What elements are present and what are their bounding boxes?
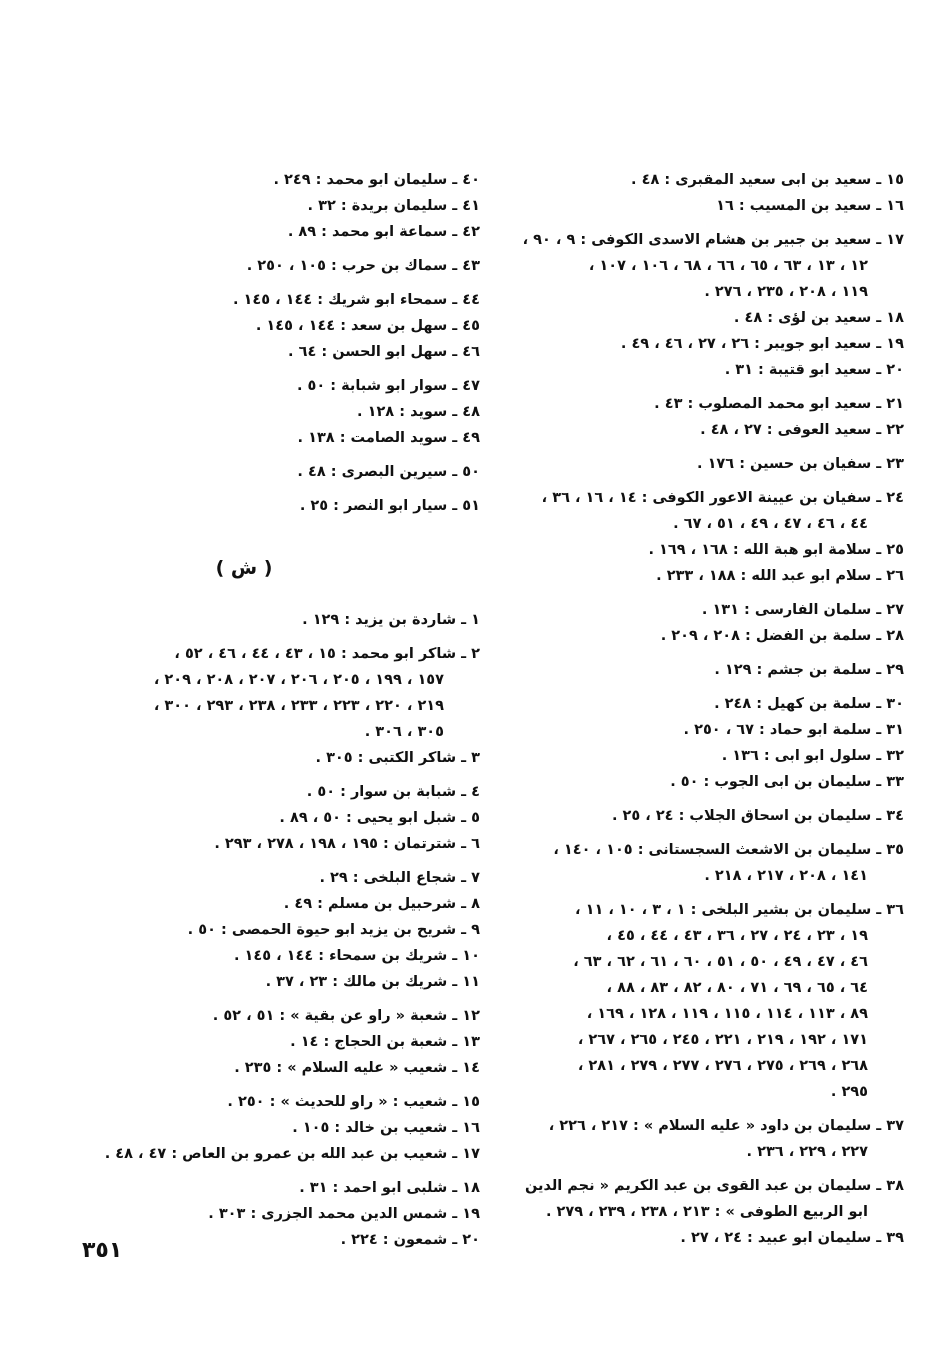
entry-line: ٨ ـ شرحبيل بن مسلم : ٤٩ .: [283, 896, 480, 912]
index-entry: [528, 743, 904, 769]
left-column-top-entries: [88, 167, 480, 519]
entry-line: ٥٠ ـ سيرين البصرى : ٤٨ .: [297, 464, 480, 480]
entry-continuation-line: ١١٩ ، ٢٠٨ ، ٢٣٥ ، ٢٧٦ .: [704, 284, 868, 300]
index-entry: [88, 1201, 480, 1227]
entry-line: ٢٨ ـ سلمة بن الفضل : ٢٠٨ ، ٢٠٩ .: [660, 628, 904, 644]
index-entry: [528, 717, 904, 743]
entry-line: ٩ ـ شريح بن يزيد ابو حيوة الحمصى : ٥٠ .: [187, 922, 480, 938]
index-entry: [88, 193, 480, 219]
spacer: [88, 633, 480, 641]
index-entry: [88, 943, 480, 969]
index-entry: [528, 803, 904, 829]
entry-line: ٢ ـ شاكر ابو محمد : ١٥ ، ٤٣ ، ٤٤ ، ٤٦ ، ٥٢ ،: [174, 646, 480, 662]
entry-line: ٤ ـ شبابة بن سوار : ٥٠ .: [306, 784, 480, 800]
index-entry: [88, 339, 480, 365]
entry-line: ٢٢ ـ سعيد العوفى : ٢٧ ، ٤٨ .: [700, 422, 904, 438]
left-column: [88, 167, 480, 1253]
spacer: [528, 383, 904, 391]
entry-line: ٣٠ ـ سلمة بن كهيل : ٢٤٨ .: [714, 696, 904, 712]
entry-line: ١٧ ـ شعيب بن عبد الله بن عمرو بن العاص : ٤٧ ، ٤٨ .: [104, 1146, 480, 1162]
spacer: [88, 857, 480, 865]
entry-line: ١٧ ـ سعيد بن جبير بن هشام الاسدى الكوفى : ٩ ، ٩٠ ،: [522, 232, 904, 248]
entry-line: ٤٨ ـ سويد : ١٢٨ .: [357, 404, 480, 420]
spacer: [88, 1167, 480, 1175]
index-entry: [88, 1055, 480, 1081]
index-entry: [528, 305, 904, 331]
index-entry: [88, 425, 480, 451]
entry-continuation-line: ٦٤ ، ٦٥ ، ٦٩ ، ٧١ ، ٨٠ ، ٨٢ ، ٨٣ ، ٨٨ ،: [606, 980, 868, 996]
entry-line: ٤٣ ـ سماك بن حرب : ١٠٥ ، ٢٥٠ .: [246, 258, 480, 274]
index-entry: [88, 1115, 480, 1141]
index-entry: [528, 391, 904, 417]
entry-continuation-line: ١٤١ ، ٢٠٨ ، ٢١٧ ، ٢١٨ .: [704, 868, 868, 884]
entry-line: ٢٠ ـ سعيد ابو قتيبة : ٣١ .: [724, 362, 904, 378]
index-entry: [528, 485, 904, 537]
entry-continuation-line: ١٥٧ ، ١٩٩ ، ٢٠٥ ، ٢٠٦ ، ٢٠٧ ، ٢٠٨ ، ٢٠٩ ،: [153, 672, 444, 688]
spacer: [88, 485, 480, 493]
spacer: [528, 477, 904, 485]
entry-line: ١٨ ـ سعيد بن لؤى : ٤٨ .: [733, 310, 904, 326]
entry-line: ١٦ ـ شعيب بن خالد : ١٠٥ .: [292, 1120, 480, 1136]
entry-line: ٤٧ ـ سوار ابو شبابة : ٥٠ .: [296, 378, 480, 394]
index-entry: [528, 537, 904, 563]
entry-line: ٥١ ـ سيار ابو النصر : ٢٥ .: [299, 498, 480, 514]
index-entry: [88, 399, 480, 425]
index-entry: [88, 459, 480, 485]
spacer: [88, 365, 480, 373]
spacer: [528, 649, 904, 657]
entry-line: ٣٣ ـ سليمان بن ابى الجوب : ٥٠ .: [670, 774, 904, 790]
index-entry: [88, 167, 480, 193]
entry-line: ٣٢ ـ سلول ابو ابى : ١٣٦ .: [721, 748, 904, 764]
entry-line: ١٤ ـ شعيب « عليه السلام » : ٢٣٥ .: [234, 1060, 480, 1076]
spacer: [88, 451, 480, 459]
index-entry: [528, 897, 904, 1105]
entry-line: ٢٠ ـ شمعون : ٢٢٤ .: [340, 1232, 480, 1248]
entry-line: ١٠ ـ شريك بن سمحاء : ١٤٤ ، ١٤٥ .: [233, 948, 480, 964]
entry-line: ٢٧ ـ سلمان الفارسى : ١٣١ .: [701, 602, 904, 618]
index-entry: [88, 1029, 480, 1055]
entry-line: ٤٤ ـ سمحاء ابو شريك : ١٤٤ ، ١٤٥ .: [232, 292, 480, 308]
spacer: [88, 279, 480, 287]
entry-line: ١٩ ـ شمس الدين محمد الجزرى : ٣٠٣ .: [208, 1206, 480, 1222]
index-entry: [88, 891, 480, 917]
entry-line: ٤٥ ـ سهل بن سعد : ١٤٤ ، ١٤٥ .: [255, 318, 480, 334]
page-number: ٣٥١: [82, 1238, 123, 1263]
entry-continuation-line: ٤٤ ، ٤٦ ، ٤٧ ، ٤٩ ، ٥١ ، ٦٧ .: [673, 516, 868, 532]
entry-line: ١٦ ـ سعيد بن المسيب : ١٦: [716, 198, 904, 214]
index-entry: [88, 779, 480, 805]
index-entry: [528, 623, 904, 649]
index-entry: [88, 1003, 480, 1029]
index-entry: [528, 837, 904, 889]
index-entry: [528, 331, 904, 357]
entry-continuation-line: ٨٩ ، ١١٣ ، ١١٤ ، ١١٥ ، ١١٩ ، ١٢٨ ، ١٦٩ ،: [586, 1006, 868, 1022]
spacer: [528, 829, 904, 837]
entry-line: ١٥ ـ سعيد بن ابى سعيد المقبرى : ٤٨ .: [631, 172, 904, 188]
index-entry: [88, 1089, 480, 1115]
index-entry: [522, 227, 904, 305]
index-entry: [88, 287, 480, 313]
spacer: [528, 219, 904, 227]
index-entry: [528, 193, 904, 219]
spacer: [528, 795, 904, 803]
entry-line: ٥ ـ شبل ابو يحيى : ٥٠ ، ٨٩ .: [279, 810, 480, 826]
spacer: [528, 1165, 904, 1173]
entry-line: ٣٩ ـ سليمان ابو عبيد : ٢٤ ، ٢٧ .: [680, 1230, 904, 1246]
entry-continuation-line: ٤٦ ، ٤٧ ، ٤٩ ، ٥٠ ، ٥١ ، ٦٠ ، ٦١ ، ٦٢ ، ٦٣ ،: [573, 954, 868, 970]
index-entry: [528, 769, 904, 795]
index-entry: [528, 451, 904, 477]
entry-line: ٣١ ـ سلمة ابو حماد : ٦٧ ، ٢٥٠ .: [683, 722, 904, 738]
entry-line: ٢٤ ـ سفيان بن عيينة الاعور الكوفى : ١٤ ، ١٦ ، ٣٦ ،: [541, 490, 904, 506]
index-entry: [528, 657, 904, 683]
entry-line: ١٨ ـ شلبى ابو احمد : ٣١ .: [299, 1180, 480, 1196]
index-entry: [88, 917, 480, 943]
entry-line: ٤٠ ـ سليمان ابو محمد : ٢٤٩ .: [273, 172, 480, 188]
index-entry: [528, 357, 904, 383]
spacer: [528, 683, 904, 691]
index-entry: [88, 219, 480, 245]
entry-line: ١٣ ـ شعبة بن الحجاج : ١٤ .: [290, 1034, 480, 1050]
entry-line: ٢٣ ـ سفيان بن حسين : ١٧٦ .: [697, 456, 904, 472]
spacer: [528, 889, 904, 897]
entry-line: ٣٥ ـ سليمان بن الاشعث السجستانى : ١٠٥ ، ١٤٠ ،: [553, 842, 904, 858]
entry-line: ٢٩ ـ سلمة بن جشم : ١٢٩ .: [714, 662, 904, 678]
spacer: [528, 589, 904, 597]
spacer: [528, 443, 904, 451]
section-heading: ( ش ): [215, 557, 273, 579]
index-entry: [528, 167, 904, 193]
entry-line: ١٢ ـ شعبة « راو عن بقية » : ٥١ ، ٥٢ .: [212, 1008, 480, 1024]
entry-line: ٢٦ ـ سلام ابو عبد الله : ١٨٨ ، ٢٣٣ .: [656, 568, 904, 584]
entry-continuation-line: ٢٦٨ ، ٢٦٩ ، ٢٧٥ ، ٢٧٦ ، ٢٧٧ ، ٢٧٩ ، ٢٨١ ،: [577, 1058, 868, 1074]
index-entry: [88, 607, 480, 633]
index-entry: [88, 313, 480, 339]
entry-line: ٤٢ ـ سماعة ابو محمد : ٨٩ .: [287, 224, 480, 240]
index-entry: [88, 1141, 480, 1167]
entry-continuation-line: ابو الربيع الطوفى » : ٢١٣ ، ٢٣٨ ، ٢٣٩ ، ٢٧٩ .: [545, 1204, 868, 1220]
index-entry: [88, 1227, 480, 1253]
entry-continuation-line: ١٩ ، ٢٣ ، ٢٤ ، ٢٧ ، ٣٦ ، ٤٣ ، ٤٤ ، ٤٥ ،: [606, 928, 868, 944]
right-column: [522, 167, 904, 1251]
index-entry: [528, 563, 904, 589]
entry-line: ٤٩ ـ سويد الصامت : ١٣٨ .: [297, 430, 480, 446]
entry-line: ٧ ـ شجاع البلخى : ٢٩ .: [319, 870, 480, 886]
index-entry: [528, 597, 904, 623]
spacer: [528, 1105, 904, 1113]
entry-line: ٢٥ ـ سلامة ابو هبة الله : ١٦٨ ، ١٦٩ .: [648, 542, 904, 558]
index-entry: [88, 1175, 480, 1201]
entry-continuation-line: ١٢ ، ١٣ ، ٦٣ ، ٦٥ ، ٦٦ ، ٦٨ ، ١٠٦ ، ١٠٧ ،: [588, 258, 868, 274]
entry-continuation-line: ٢٢٧ ، ٢٢٩ ، ٢٣٦ .: [746, 1144, 868, 1160]
entry-line: ١٥ ـ شعيب : « راو للحديث » : ٢٥٠ .: [227, 1094, 480, 1110]
entry-continuation-line: ١٧١ ، ١٩٢ ، ٢١٩ ، ٢٢١ ، ٢٤٥ ، ٢٦٥ ، ٢٦٧ ،: [577, 1032, 868, 1048]
index-entry: [88, 831, 480, 857]
index-entry: [88, 373, 480, 399]
index-entry: [528, 1225, 904, 1251]
spacer: [88, 245, 480, 253]
index-entry: [528, 417, 904, 443]
entry-line: ٦ ـ شترتمان : ١٩٥ ، ١٩٨ ، ٢٧٨ ، ٢٩٣ .: [214, 836, 480, 852]
index-entry: [528, 1113, 904, 1165]
spacer: [88, 771, 480, 779]
entry-line: ٣٨ ـ سليمان بن عبد القوى بن عبد الكريم « نجم الدين: [524, 1178, 904, 1194]
entry-line: ٢١ ـ سعيد ابو محمد المصلوب : ٤٣ .: [654, 396, 904, 412]
entry-line: ١١ ـ شريك بن مالك : ٢٣ ، ٣٧ .: [265, 974, 480, 990]
entry-continuation-line: ٢١٩ ، ٢٢٠ ، ٢٢٣ ، ٢٣٣ ، ٢٣٨ ، ٢٩٣ ، ٣٠٠ ،: [153, 698, 444, 714]
index-entry: [88, 493, 480, 519]
entry-line: ٣٤ ـ سليمان بن اسحاق الجلاب : ٢٤ ، ٢٥ .: [611, 808, 904, 824]
spacer: [88, 995, 480, 1003]
entry-line: ٣٦ ـ سليمان بن بشير البلخى : ١ ، ٣ ، ١٠ ، ١١ ،: [575, 902, 904, 918]
index-entry: [88, 805, 480, 831]
index-entry: [88, 969, 480, 995]
entry-line: ٣٧ ـ سليمان بن داود « عليه السلام » : ٢١٧ ، ٢٢٦ ،: [548, 1118, 904, 1134]
index-entry: [88, 745, 480, 771]
index-entry: [88, 865, 480, 891]
entry-line: ٤١ ـ سليمان بريدة : ٣٢ .: [307, 198, 480, 214]
index-entry: [88, 641, 480, 745]
index-entry: [88, 253, 480, 279]
entry-line: ١ ـ شاردة بن يزيد : ١٢٩ .: [302, 612, 480, 628]
left-column-bottom-entries: [88, 607, 480, 1253]
entry-line: ٤٦ ـ سهل ابو الحسن : ٦٤ .: [288, 344, 480, 360]
entry-continuation-line: ٢٩٥ .: [830, 1084, 868, 1100]
index-entry: [524, 1173, 904, 1225]
entry-continuation-line: ٣٠٥ ، ٣٠٦ .: [364, 724, 444, 740]
entry-line: ٣ ـ شاكر الكتبى : ٣٠٥ .: [315, 750, 480, 766]
entry-line: ١٩ ـ سعيد ابو جويبر : ٢٦ ، ٢٧ ، ٤٦ ، ٤٩ .: [620, 336, 904, 352]
index-entry: [528, 691, 904, 717]
spacer: [88, 1081, 480, 1089]
